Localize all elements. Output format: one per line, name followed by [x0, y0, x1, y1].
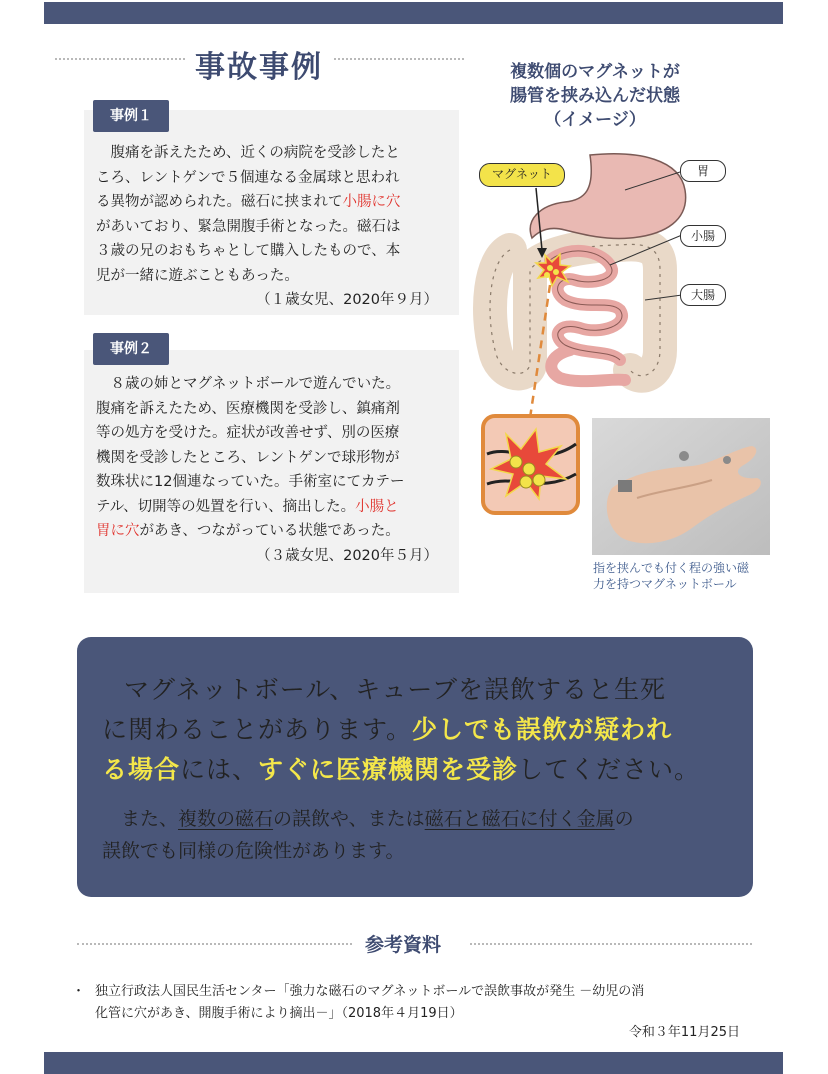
large-intestine-shape: [490, 244, 660, 375]
highlight-red: 胃に穴: [96, 523, 140, 539]
case1-line: 腹痛を訴えたため、近くの病院を受診したと: [96, 145, 400, 161]
case1-note: （１歳女児、2020年９月）: [256, 292, 438, 308]
warning-main-text: [102, 670, 742, 790]
case1-line: があいており、緊急開腹手術となった。磁石は: [96, 218, 401, 235]
case2-line: 機関を受診したところ、レントゲンで球形物が: [96, 449, 400, 466]
case1-line: ３歳の兄のおもちゃとして購入したもので、本: [96, 243, 401, 259]
case2-text: [96, 372, 456, 568]
stomach-label: 胃: [680, 160, 726, 182]
case1-line: る異物が認められた。磁石に挟まれて小腸に穴: [96, 194, 401, 210]
case2-line: テル、切開等の処置を行い、摘出した。小腸と: [96, 498, 399, 515]
caption-line: 力を持つマグネットボール: [593, 577, 737, 591]
title-rule-right: [334, 58, 464, 60]
highlight-red: 小腸に穴: [342, 194, 401, 210]
illustration-title: [480, 60, 710, 132]
title-rule-left: [55, 58, 185, 60]
case1-tag: 事例１: [93, 100, 169, 132]
underline-text: 磁石と磁石に付く金属: [424, 808, 615, 830]
magnet-closeup-inset: [481, 414, 580, 515]
case2-line: 腹痛を訴えたため、医療機関を受診し、鎮痛剤: [96, 400, 400, 417]
warning-line: マグネットボール、キューブを誤飲すると生死: [124, 675, 667, 704]
case1-text: [96, 141, 456, 313]
case2-note: （３歳女児、2020年５月）: [256, 547, 438, 564]
publish-date: 令和３年11月25日: [628, 1025, 740, 1040]
warning-sub-line: 誤飲でも同様の危険性があります。: [102, 840, 405, 862]
case1-line: 児が一緒に遊ぶこともあった。: [96, 267, 299, 284]
illustration-title-line: 腸管を挟み込んだ状態: [510, 86, 680, 106]
case2-line: 胃に穴があき、つながっている状態であった。: [96, 523, 400, 539]
warning-line: る場合には、すぐに医療機関を受診してください。: [102, 755, 701, 784]
warning-line: に関わることがあります。少しでも誤飲が疑われ: [102, 715, 673, 744]
ref-rule-left: [77, 943, 352, 945]
reference-entry: [95, 981, 755, 1025]
highlight-yellow: 少しでも誤飲が疑われ: [412, 715, 673, 744]
case2-line: ８歳の姉とマグネットボールで遊んでいた。: [96, 376, 401, 392]
reference-line: 独立行政法人国民生活センター「強力な磁石のマグネットボールで誤飲事故が発生 －幼児の消: [95, 984, 645, 999]
case1-line: ころ、レントゲンで５個連なる金属球と思われ: [96, 169, 400, 186]
highlight-yellow: すぐに医療機関を受診: [258, 755, 519, 784]
warning-sub-line: また、複数の磁石の誤飲や、または磁石と磁石に付く金属の: [102, 808, 634, 830]
small-intestine-label: 小腸: [680, 225, 726, 247]
hand-photo: [592, 418, 770, 555]
reference-line: 化管に穴があき、開腹手術により摘出－」（2018年４月19日）: [95, 1006, 463, 1021]
caption-line: 指を挟んでも付く程の強い磁: [593, 561, 750, 575]
underline-text: 複数の磁石: [178, 808, 274, 830]
highlight-red: 小腸と: [355, 498, 399, 515]
warning-sub-text: [102, 803, 742, 867]
photo-caption: [593, 560, 773, 592]
intestine-illustration: [470, 150, 770, 420]
illustration-title-line: （イメージ）: [544, 110, 646, 130]
highlight-yellow: る場合: [102, 755, 181, 784]
illustration-title-line: 複数個のマグネットが: [510, 62, 680, 82]
top-bar: [44, 2, 783, 24]
reference-bullet: ・: [72, 984, 86, 999]
case2-line: 等の処方を受けた。症状が改善せず、別の医療: [96, 425, 400, 441]
case2-line: 数珠状に12個連なっていた。手術室にてカテー: [96, 474, 405, 490]
magnet-label: マグネット: [479, 163, 565, 187]
references-heading: 参考資料: [365, 934, 442, 956]
ref-rule-right: [470, 943, 752, 945]
page-title: 事故事例: [195, 50, 323, 85]
case2-tag: 事例２: [93, 333, 169, 365]
bottom-bar: [44, 1052, 783, 1074]
large-intestine-label: 大腸: [680, 284, 726, 306]
